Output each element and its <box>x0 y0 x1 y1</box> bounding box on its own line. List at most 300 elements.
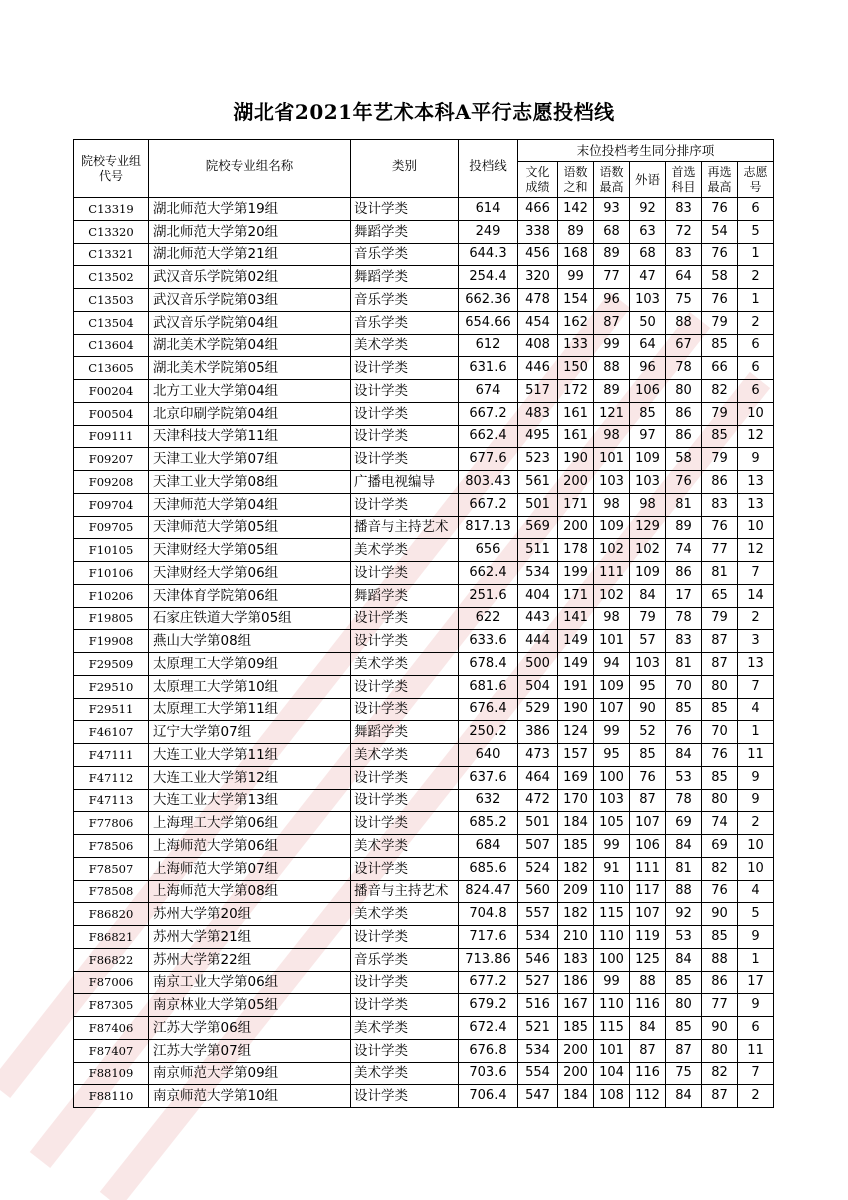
cell-ywmax: 105 <box>594 812 630 835</box>
cell-type: 舞蹈学类 <box>351 266 459 289</box>
cell-foreign: 107 <box>630 812 666 835</box>
cell-wish: 11 <box>738 1039 774 1062</box>
cell-wish: 1 <box>738 289 774 312</box>
cell-type: 设计学类 <box>351 198 459 221</box>
cell-type: 美术学类 <box>351 334 459 357</box>
cell-first: 75 <box>666 1062 702 1085</box>
header-tiebreak-group: 末位投档考生同分排序项 <box>518 140 774 162</box>
cell-ywsum: 168 <box>558 243 594 266</box>
cell-ywsum: 182 <box>558 903 594 926</box>
cell-foreign: 47 <box>630 266 666 289</box>
cell-name: 上海师范大学第08组 <box>149 880 351 903</box>
cell-ywmax: 101 <box>594 448 630 471</box>
cell-type: 音乐学类 <box>351 948 459 971</box>
cell-foreign: 87 <box>630 1039 666 1062</box>
cell-code: C13319 <box>74 198 149 221</box>
table-row <box>74 1085 774 1108</box>
cell-type: 设计学类 <box>351 448 459 471</box>
cell-foreign: 102 <box>630 539 666 562</box>
cell-wish: 2 <box>738 607 774 630</box>
table-row <box>74 1039 774 1062</box>
cell-second: 58 <box>702 266 738 289</box>
cell-code: C13504 <box>74 311 149 334</box>
cell-score: 662.4 <box>459 562 518 585</box>
cell-ywsum: 169 <box>558 766 594 789</box>
header-first: 首选科目 <box>666 162 702 198</box>
cell-code: F19805 <box>74 607 149 630</box>
cell-foreign: 125 <box>630 948 666 971</box>
cell-first: 85 <box>666 971 702 994</box>
cell-culture: 507 <box>518 835 558 858</box>
cell-first: 92 <box>666 903 702 926</box>
cell-ywmax: 99 <box>594 334 630 357</box>
cell-name: 天津工业大学第07组 <box>149 448 351 471</box>
cell-ywmax: 102 <box>594 584 630 607</box>
cell-ywmax: 89 <box>594 380 630 403</box>
cell-ywsum: 170 <box>558 789 594 812</box>
cell-wish: 4 <box>738 880 774 903</box>
cell-code: F10206 <box>74 584 149 607</box>
cell-code: F47111 <box>74 744 149 767</box>
cell-ywsum: 99 <box>558 266 594 289</box>
cell-code: F87305 <box>74 994 149 1017</box>
cell-code: F78507 <box>74 857 149 880</box>
cell-wish: 7 <box>738 675 774 698</box>
cell-culture: 483 <box>518 402 558 425</box>
cell-first: 88 <box>666 311 702 334</box>
cell-name: 北方工业大学第04组 <box>149 380 351 403</box>
cell-first: 69 <box>666 812 702 835</box>
cell-foreign: 87 <box>630 789 666 812</box>
table-row <box>74 380 774 403</box>
cell-name: 太原理工大学第10组 <box>149 675 351 698</box>
cell-foreign: 84 <box>630 584 666 607</box>
cell-type: 美术学类 <box>351 1017 459 1040</box>
cell-first: 83 <box>666 198 702 221</box>
cell-culture: 504 <box>518 675 558 698</box>
cell-foreign: 106 <box>630 835 666 858</box>
cell-second: 65 <box>702 584 738 607</box>
cell-wish: 6 <box>738 198 774 221</box>
cell-name: 上海理工大学第06组 <box>149 812 351 835</box>
cell-ywmax: 96 <box>594 289 630 312</box>
cell-score: 685.6 <box>459 857 518 880</box>
cell-foreign: 90 <box>630 698 666 721</box>
cell-name: 大连工业大学第11组 <box>149 744 351 767</box>
cell-foreign: 112 <box>630 1085 666 1108</box>
cell-wish: 4 <box>738 698 774 721</box>
cell-score: 681.6 <box>459 675 518 698</box>
cell-ywsum: 154 <box>558 289 594 312</box>
header-type: 类别 <box>351 140 459 198</box>
cell-ywsum: 133 <box>558 334 594 357</box>
header-foreign: 外语 <box>630 162 666 198</box>
cell-second: 76 <box>702 880 738 903</box>
cell-first: 75 <box>666 289 702 312</box>
cell-ywsum: 183 <box>558 948 594 971</box>
cell-foreign: 96 <box>630 357 666 380</box>
cell-type: 播音与主持艺术 <box>351 516 459 539</box>
cell-foreign: 107 <box>630 903 666 926</box>
table-row <box>74 971 774 994</box>
cell-code: F87406 <box>74 1017 149 1040</box>
cell-first: 86 <box>666 562 702 585</box>
cell-foreign: 97 <box>630 425 666 448</box>
page-title: 湖北省2021年艺术本科A平行志愿投档线 <box>233 100 615 124</box>
header-culture: 文化成绩 <box>518 162 558 198</box>
cell-first: 76 <box>666 721 702 744</box>
cell-second: 76 <box>702 289 738 312</box>
cell-second: 80 <box>702 789 738 812</box>
cell-ywsum: 149 <box>558 630 594 653</box>
table-row <box>74 948 774 971</box>
cell-wish: 9 <box>738 994 774 1017</box>
cell-culture: 501 <box>518 812 558 835</box>
cell-ywsum: 167 <box>558 994 594 1017</box>
cell-second: 66 <box>702 357 738 380</box>
cell-first: 86 <box>666 425 702 448</box>
table-row <box>74 1062 774 1085</box>
cell-code: C13502 <box>74 266 149 289</box>
cell-wish: 11 <box>738 744 774 767</box>
cell-type: 舞蹈学类 <box>351 220 459 243</box>
cell-name: 上海师范大学第06组 <box>149 835 351 858</box>
cell-code: F87006 <box>74 971 149 994</box>
cell-name: 南京林业大学第05组 <box>149 994 351 1017</box>
table-row <box>74 266 774 289</box>
cell-ywsum: 142 <box>558 198 594 221</box>
cell-ywmax: 103 <box>594 789 630 812</box>
cell-wish: 2 <box>738 311 774 334</box>
cell-culture: 338 <box>518 220 558 243</box>
cell-culture: 547 <box>518 1085 558 1108</box>
cell-wish: 5 <box>738 903 774 926</box>
cell-first: 64 <box>666 266 702 289</box>
table-row <box>74 1017 774 1040</box>
cell-wish: 9 <box>738 448 774 471</box>
cell-score: 640 <box>459 744 518 767</box>
cell-first: 72 <box>666 220 702 243</box>
cell-wish: 9 <box>738 926 774 949</box>
cell-score: 817.13 <box>459 516 518 539</box>
cell-code: F10106 <box>74 562 149 585</box>
cell-type: 美术学类 <box>351 744 459 767</box>
cell-name: 南京师范大学第10组 <box>149 1085 351 1108</box>
cell-ywsum: 150 <box>558 357 594 380</box>
header-ywsum: 语数之和 <box>558 162 594 198</box>
cell-name: 天津财经大学第05组 <box>149 539 351 562</box>
cell-score: 676.4 <box>459 698 518 721</box>
cell-score: 667.2 <box>459 402 518 425</box>
cell-type: 音乐学类 <box>351 311 459 334</box>
cell-score: 717.6 <box>459 926 518 949</box>
table-row <box>74 698 774 721</box>
cell-code: F09111 <box>74 425 149 448</box>
cell-culture: 386 <box>518 721 558 744</box>
cell-second: 81 <box>702 562 738 585</box>
cell-type: 设计学类 <box>351 994 459 1017</box>
cell-first: 86 <box>666 402 702 425</box>
table-row <box>74 220 774 243</box>
header-code: 院校专业组代号 <box>74 140 149 198</box>
cell-name: 天津师范大学第04组 <box>149 493 351 516</box>
cell-wish: 7 <box>738 562 774 585</box>
header-wish: 志愿号 <box>738 162 774 198</box>
cell-culture: 523 <box>518 448 558 471</box>
cell-code: F78506 <box>74 835 149 858</box>
cell-type: 设计学类 <box>351 425 459 448</box>
cell-type: 美术学类 <box>351 653 459 676</box>
cell-ywmax: 98 <box>594 425 630 448</box>
cell-second: 79 <box>702 311 738 334</box>
cell-wish: 3 <box>738 630 774 653</box>
cell-code: F88110 <box>74 1085 149 1108</box>
score-table <box>73 139 774 1108</box>
cell-type: 设计学类 <box>351 607 459 630</box>
cell-first: 81 <box>666 493 702 516</box>
cell-name: 苏州大学第21组 <box>149 926 351 949</box>
cell-code: F09207 <box>74 448 149 471</box>
cell-first: 81 <box>666 857 702 880</box>
cell-score: 674 <box>459 380 518 403</box>
cell-ywmax: 93 <box>594 198 630 221</box>
cell-name: 苏州大学第20组 <box>149 903 351 926</box>
cell-first: 74 <box>666 539 702 562</box>
cell-culture: 527 <box>518 971 558 994</box>
cell-culture: 472 <box>518 789 558 812</box>
cell-wish: 6 <box>738 1017 774 1040</box>
cell-ywmax: 88 <box>594 357 630 380</box>
cell-ywsum: 199 <box>558 562 594 585</box>
cell-wish: 1 <box>738 243 774 266</box>
cell-first: 84 <box>666 1085 702 1108</box>
cell-wish: 5 <box>738 220 774 243</box>
cell-code: F86820 <box>74 903 149 926</box>
cell-score: 656 <box>459 539 518 562</box>
header-second: 再选最高 <box>702 162 738 198</box>
cell-ywmax: 115 <box>594 1017 630 1040</box>
cell-second: 82 <box>702 380 738 403</box>
cell-code: F10105 <box>74 539 149 562</box>
table-row <box>74 994 774 1017</box>
cell-ywmax: 115 <box>594 903 630 926</box>
table-row <box>74 243 774 266</box>
cell-foreign: 52 <box>630 721 666 744</box>
table-row <box>74 903 774 926</box>
cell-foreign: 116 <box>630 1062 666 1085</box>
cell-wish: 6 <box>738 380 774 403</box>
cell-score: 679.2 <box>459 994 518 1017</box>
cell-name: 天津科技大学第11组 <box>149 425 351 448</box>
cell-wish: 6 <box>738 357 774 380</box>
cell-culture: 529 <box>518 698 558 721</box>
cell-ywsum: 182 <box>558 857 594 880</box>
cell-second: 70 <box>702 721 738 744</box>
cell-ywsum: 161 <box>558 402 594 425</box>
cell-foreign: 64 <box>630 334 666 357</box>
cell-name: 南京工业大学第06组 <box>149 971 351 994</box>
table-row <box>74 721 774 744</box>
cell-type: 设计学类 <box>351 562 459 585</box>
cell-type: 设计学类 <box>351 1085 459 1108</box>
cell-ywmax: 110 <box>594 926 630 949</box>
cell-ywsum: 171 <box>558 493 594 516</box>
cell-second: 76 <box>702 744 738 767</box>
cell-name: 武汉音乐学院第02组 <box>149 266 351 289</box>
cell-type: 设计学类 <box>351 357 459 380</box>
cell-foreign: 106 <box>630 380 666 403</box>
cell-foreign: 50 <box>630 311 666 334</box>
cell-ywmax: 110 <box>594 994 630 1017</box>
cell-culture: 501 <box>518 493 558 516</box>
cell-name: 太原理工大学第09组 <box>149 653 351 676</box>
cell-wish: 2 <box>738 812 774 835</box>
cell-score: 654.66 <box>459 311 518 334</box>
cell-ywsum: 200 <box>558 471 594 494</box>
cell-second: 85 <box>702 766 738 789</box>
table-row <box>74 311 774 334</box>
cell-foreign: 85 <box>630 402 666 425</box>
table-row <box>74 471 774 494</box>
cell-first: 80 <box>666 380 702 403</box>
cell-foreign: 116 <box>630 994 666 1017</box>
cell-name: 大连工业大学第12组 <box>149 766 351 789</box>
cell-foreign: 85 <box>630 744 666 767</box>
cell-type: 设计学类 <box>351 698 459 721</box>
cell-score: 684 <box>459 835 518 858</box>
cell-code: F19908 <box>74 630 149 653</box>
table-row <box>74 630 774 653</box>
cell-ywsum: 172 <box>558 380 594 403</box>
cell-foreign: 111 <box>630 857 666 880</box>
cell-first: 84 <box>666 744 702 767</box>
cell-culture: 561 <box>518 471 558 494</box>
cell-ywsum: 184 <box>558 1085 594 1108</box>
cell-code: C13605 <box>74 357 149 380</box>
cell-score: 614 <box>459 198 518 221</box>
cell-culture: 534 <box>518 562 558 585</box>
cell-first: 84 <box>666 948 702 971</box>
cell-culture: 569 <box>518 516 558 539</box>
cell-second: 87 <box>702 630 738 653</box>
table-row <box>74 425 774 448</box>
cell-wish: 17 <box>738 971 774 994</box>
cell-code: C13503 <box>74 289 149 312</box>
cell-wish: 14 <box>738 584 774 607</box>
cell-ywsum: 184 <box>558 812 594 835</box>
cell-ywmax: 68 <box>594 220 630 243</box>
cell-ywsum: 200 <box>558 1062 594 1085</box>
cell-ywsum: 190 <box>558 698 594 721</box>
cell-name: 江苏大学第06组 <box>149 1017 351 1040</box>
cell-first: 78 <box>666 607 702 630</box>
cell-score: 662.36 <box>459 289 518 312</box>
cell-wish: 12 <box>738 539 774 562</box>
table-row <box>74 675 774 698</box>
cell-code: F09705 <box>74 516 149 539</box>
cell-code: F29511 <box>74 698 149 721</box>
cell-wish: 10 <box>738 402 774 425</box>
cell-code: C13320 <box>74 220 149 243</box>
cell-second: 87 <box>702 1085 738 1108</box>
cell-name: 湖北师范大学第21组 <box>149 243 351 266</box>
cell-ywmax: 94 <box>594 653 630 676</box>
cell-wish: 13 <box>738 653 774 676</box>
cell-culture: 546 <box>518 948 558 971</box>
cell-name: 湖北师范大学第20组 <box>149 220 351 243</box>
cell-culture: 456 <box>518 243 558 266</box>
cell-name: 天津师范大学第05组 <box>149 516 351 539</box>
cell-code: F00204 <box>74 380 149 403</box>
cell-second: 85 <box>702 425 738 448</box>
cell-ywsum: 191 <box>558 675 594 698</box>
cell-score: 250.2 <box>459 721 518 744</box>
cell-second: 86 <box>702 971 738 994</box>
cell-ywmax: 89 <box>594 243 630 266</box>
cell-name: 天津工业大学第08组 <box>149 471 351 494</box>
cell-first: 58 <box>666 448 702 471</box>
cell-name: 大连工业大学第13组 <box>149 789 351 812</box>
cell-name: 湖北美术学院第05组 <box>149 357 351 380</box>
cell-score: 824.47 <box>459 880 518 903</box>
table-row <box>74 584 774 607</box>
cell-second: 69 <box>702 835 738 858</box>
cell-name: 武汉音乐学院第04组 <box>149 311 351 334</box>
cell-wish: 2 <box>738 1085 774 1108</box>
cell-second: 76 <box>702 516 738 539</box>
cell-type: 音乐学类 <box>351 289 459 312</box>
cell-ywmax: 98 <box>594 607 630 630</box>
cell-code: F46107 <box>74 721 149 744</box>
cell-ywsum: 200 <box>558 1039 594 1062</box>
cell-culture: 478 <box>518 289 558 312</box>
cell-name: 北京印刷学院第04组 <box>149 402 351 425</box>
cell-type: 美术学类 <box>351 903 459 926</box>
cell-ywmax: 77 <box>594 266 630 289</box>
cell-type: 美术学类 <box>351 539 459 562</box>
cell-type: 设计学类 <box>351 675 459 698</box>
cell-ywmax: 108 <box>594 1085 630 1108</box>
cell-first: 89 <box>666 516 702 539</box>
cell-wish: 13 <box>738 493 774 516</box>
cell-type: 设计学类 <box>351 380 459 403</box>
cell-foreign: 119 <box>630 926 666 949</box>
cell-score: 672.4 <box>459 1017 518 1040</box>
table-row <box>74 334 774 357</box>
table-row <box>74 812 774 835</box>
table-row <box>74 835 774 858</box>
cell-wish: 1 <box>738 948 774 971</box>
cell-type: 舞蹈学类 <box>351 584 459 607</box>
header-score: 投档线 <box>459 140 518 198</box>
cell-second: 74 <box>702 812 738 835</box>
cell-ywmax: 109 <box>594 675 630 698</box>
cell-name: 湖北师范大学第19组 <box>149 198 351 221</box>
cell-type: 舞蹈学类 <box>351 721 459 744</box>
cell-foreign: 98 <box>630 493 666 516</box>
cell-name: 苏州大学第22组 <box>149 948 351 971</box>
cell-ywmax: 111 <box>594 562 630 585</box>
cell-first: 85 <box>666 1017 702 1040</box>
cell-ywmax: 107 <box>594 698 630 721</box>
cell-ywsum: 141 <box>558 607 594 630</box>
cell-second: 87 <box>702 653 738 676</box>
cell-ywmax: 121 <box>594 402 630 425</box>
table-row <box>74 198 774 221</box>
cell-score: 637.6 <box>459 766 518 789</box>
cell-culture: 524 <box>518 857 558 880</box>
cell-ywmax: 99 <box>594 971 630 994</box>
